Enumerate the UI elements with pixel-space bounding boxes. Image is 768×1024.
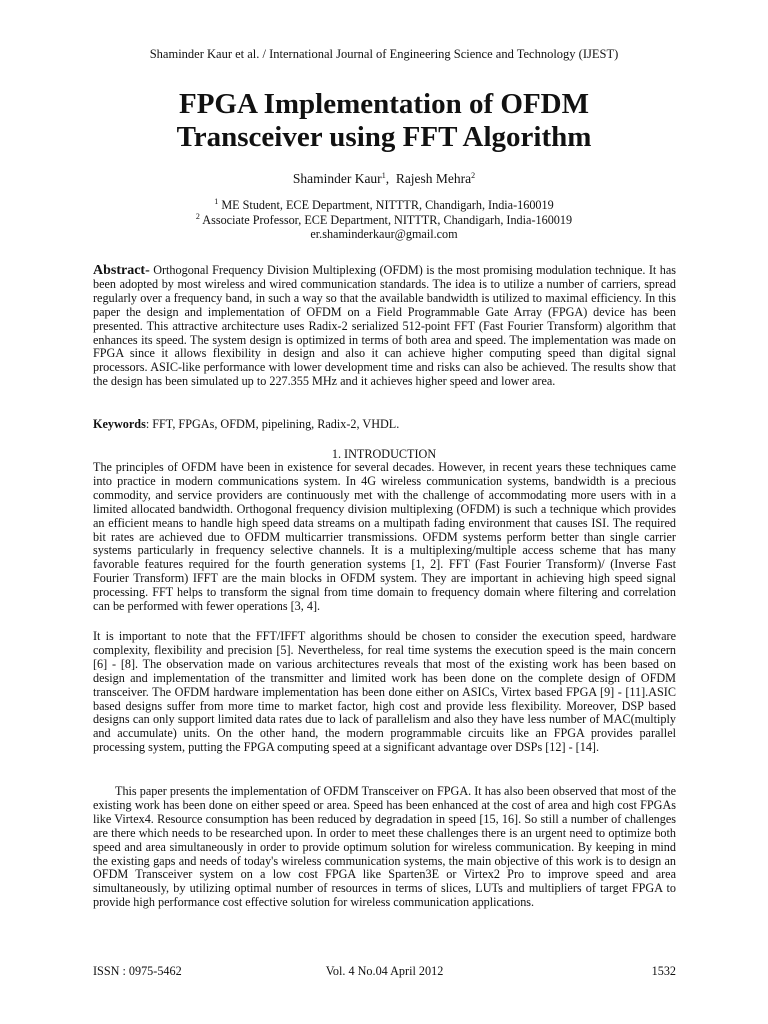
author-separator: , [385,171,396,186]
footer-issn: ISSN : 0975-5462 [93,964,182,978]
section-heading: 1. INTRODUCTION [331,447,437,461]
footer-volume: Vol. 4 No.04 April 2012 [325,964,444,978]
affiliation-superscript: 1 [214,197,219,206]
affiliation-text: ME Student, ECE Department, NITTTR, Chandigarh, India-160019 [218,198,554,212]
abstract-text: Orthogonal Frequency Division Multiplexing (OFDM) is the most promising modulation technique. It has been adopted by most wireless and wired communication standards. The idea is to utilize a number of carriers, spread regularly over a frequency band, in such a way so that the available bandwidth is utilized to maximal efficiency. In this paper the design and implementation of OFDM on a Field Programmable Gate Array (FPGA) device has been presented. This attractive architecture uses Radix-2 serialized 512-point FFT (Fast Fourier Transform) algorithm that enhances its speed. The system design is optimized in terms of both area and speed. The implementation was made on FPGA since it allows flexibility in design and also it can achieve higher computing speed than digital signal processors. ASIC-like performance with lower development time and risks can also be achieved. The results show that the design has been simulated up to 227.355 MHz and it achieves higher speed and lower area. [93,263,676,389]
keywords-text: : FFT, FPGAs, OFDM, pipelining, Radix-2, VHDL. [145,417,400,431]
author-superscript: 2 [471,171,476,180]
affiliation-superscript: 2 [195,211,200,221]
author-superscript: 1 [381,171,386,180]
body-paragraph: The principles of OFDM have been in existence for several decades. However, in recent years these techniques came into practice in modern communications system. In 4G wireless communication systems, bandwidth is a precious commodity, and service providers are continuously met with the challenge of accommodating more users with in a limited allocated bandwidth. Orthogonal frequency division multiplexing (OFDM) is such a technique which provides an efficient means to handle high speed data streams on a multipath fading environment that causes ISI. The required bit rates are achieved due to OFDM multicarrier transmissions. OFDM systems perform better than single carrier systems particularly in frequency selective channels. It is a multiplexing/multiple access scheme that has many favorable features required for the fourth generation systems [1, 2]. FFT (Fast Fourier Transform)/ (Inverse Fast Fourier Transform) IFFT are the main blocks in OFDM system. They are important in achieving high speed signal processing. FFT helps to transform the signal from time domain to frequency domain where filtering and correlation can be performed with fewer operations [3, 4]. [93,460,676,614]
title-line-2: Transceiver using FFT Algorithm [176,121,592,153]
author-name: Shaminder Kaur [292,171,382,186]
author-list [0,171,768,187]
keywords-label: Keywords [93,417,146,431]
footer-page-number: 1532 [651,964,676,978]
abstract-label: Abstract- [93,263,150,278]
author-name: Rajesh Mehra [395,171,472,186]
affiliation-line [0,198,768,213]
title-line-1: FPGA Implementation of OFDM [179,88,589,120]
body-paragraph: This paper presents the implementation of OFDM Transceiver on FPGA. It has also been observed that most of the existing work has been done on either speed or area. Speed has been enhanced at the cost of area and high cost FPGAs like Virtex4. Resource consumption has been reduced by degradation in speed [15, 16]. So still a number of challenges are there which needs to be researched upon. In order to meet these challenges there is an urgent need to optimize both speed and area simultaneously in order to provide optimum solution for wireless communication. By keeping in mind the existing gaps and needs of today's wireless communication systems, the main objective of this work is to design an OFDM Transceiver system on a low cost FPGA like Sparten3E or Virtex2 Pro to improve speed and area simultaneously, by utilizing optimal number of resources in terms of slices, LUTs and multipliers of target FPGA to provide high performance cost effective solution for wireless communication applications. [93,784,676,910]
keywords [93,418,676,432]
paper-title [60,88,708,154]
running-header: Shaminder Kaur et al. / International Journal of Engineering Science and Technology (IJEST) [149,47,619,61]
affiliation-line [0,213,768,228]
author-email: er.shaminderkaur@gmail.com [310,227,458,241]
affiliation-text: Associate Professor, ECE Department, NITTTR, Chandigarh, India-160019 [199,212,573,227]
abstract [93,264,676,389]
affiliations [0,198,768,242]
body-paragraph: It is important to note that the FFT/IFFT algorithms should be chosen to consider the execution speed, hardware complexity, flexibility and precision [5]. Nevertheless, for real time systems the execution speed is the main concern [6] - [8]. The observation made on various architectures reveals that most of the existing work has been based on design and implementation of the transmitter and limited work has been done on the complete design of OFDM transceiver. The OFDM hardware implementation has been done either on ASICs, Virtex based FPGA [9] - [11].ASIC based designs suffer from more time to market factor, high cost and provide less flexibility. Moreover, DSP based designs can only support limited data rates due to lack of parallelism and also they have less number of MAC(multiply and accumulate) units. On the other hand, the modern programmable circuits like an FPGA provides parallel processing system, putting the FPGA computing speed at a significant advantage over DSPs [12] - [14]. [93,629,676,755]
